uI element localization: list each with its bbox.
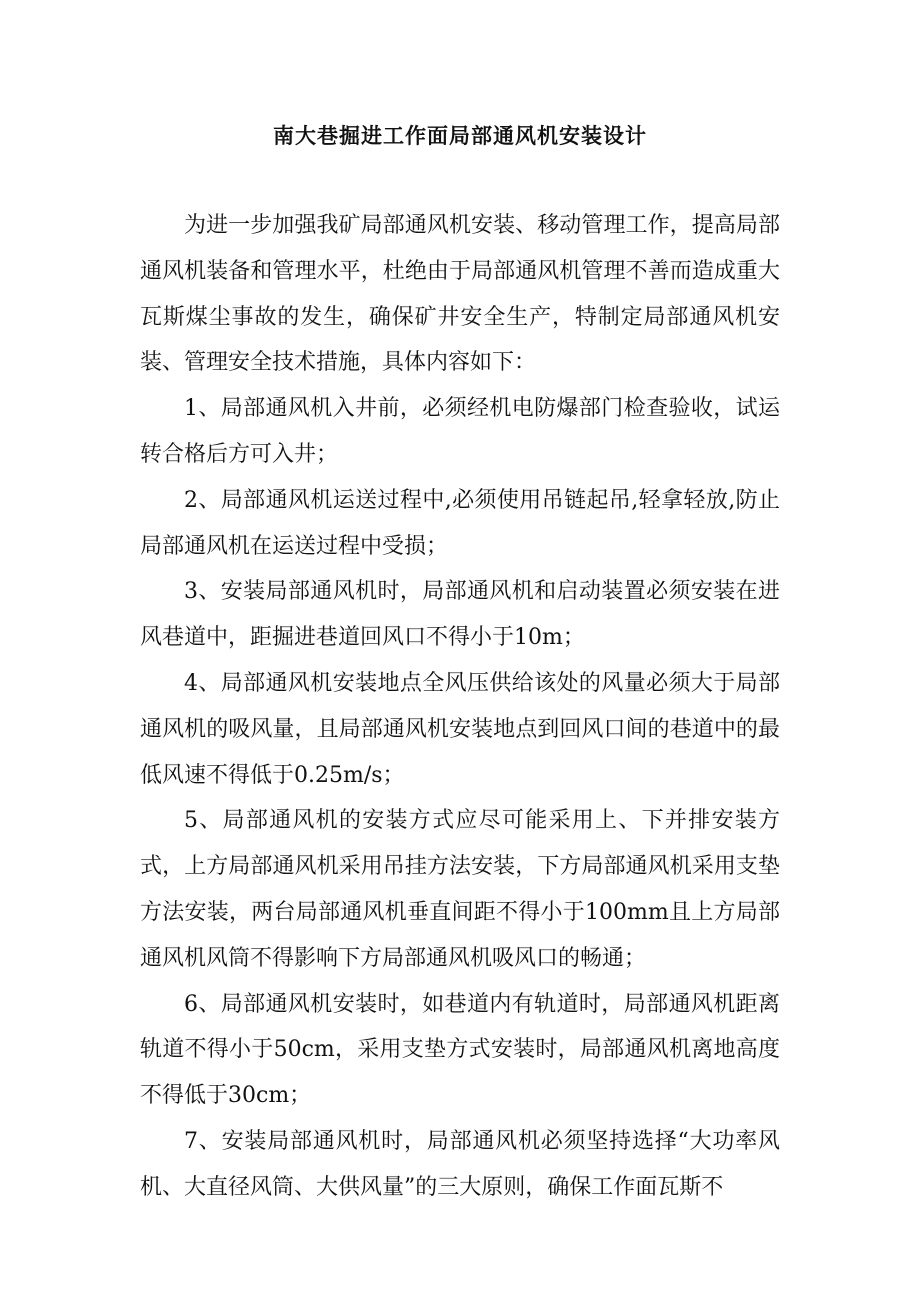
document-body — [140, 203, 780, 1211]
clause-3-paragraph: 3、安装局部通风机时，局部通风机和启动装置必须安装在进风巷道中，距掘进巷道回风口不得小于10m； — [140, 579, 780, 651]
clause-1-paragraph: 1、局部通风机入井前，必须经机电防爆部门检查验收，试运转合格后方可入井； — [140, 396, 780, 467]
intro-paragraph: 为进一步加强我矿局部通风机安装、移动管理工作，提高局部通风机装备和管理水平，杜绝由于局部通风机管理不善而造成重大瓦斯煤尘事故的发生，确保矿井安全生产，特制定局部通风机安装、管理安全技术措施，具体内容如下： — [140, 213, 780, 376]
clause-6-paragraph: 6、局部通风机安装时，如巷道内有轨道时，局部通风机距离轨道不得小于50cm，采用支垫方式安装时，局部通风机离地高度不得低于30cm； — [140, 991, 780, 1109]
document-title: 南大巷掘进工作面局部通风机安装设计 — [273, 124, 647, 148]
clause-4-paragraph: 4、局部通风机安装地点全风压供给该处的风量必须大于局部通风机的吸风量，且局部通风机安装地点到回风口间的巷道中的最低风速不得低于0.25m/s； — [140, 670, 780, 788]
clause-7-paragraph: 7、安装局部通风机时，局部通风机必须坚持选择“大功率风机、大直径风筒、大供风量”的三大原则，确保工作面瓦斯不 — [140, 1128, 780, 1200]
clause-2-paragraph: 2、局部通风机运送过程中,必须使用吊链起吊,轻拿轻放,防止局部通风机在运送过程中受损； — [140, 487, 780, 559]
clause-5-paragraph: 5、局部通风机的安装方式应尽可能采用上、下并排安装方式，上方局部通风机采用吊挂方法安装，下方局部通风机采用支垫方法安装，两台局部通风机垂直间距不得小于100mm且上方局部通风机风筒不得影响下方局部通风机吸风口的畅通； — [140, 808, 780, 971]
